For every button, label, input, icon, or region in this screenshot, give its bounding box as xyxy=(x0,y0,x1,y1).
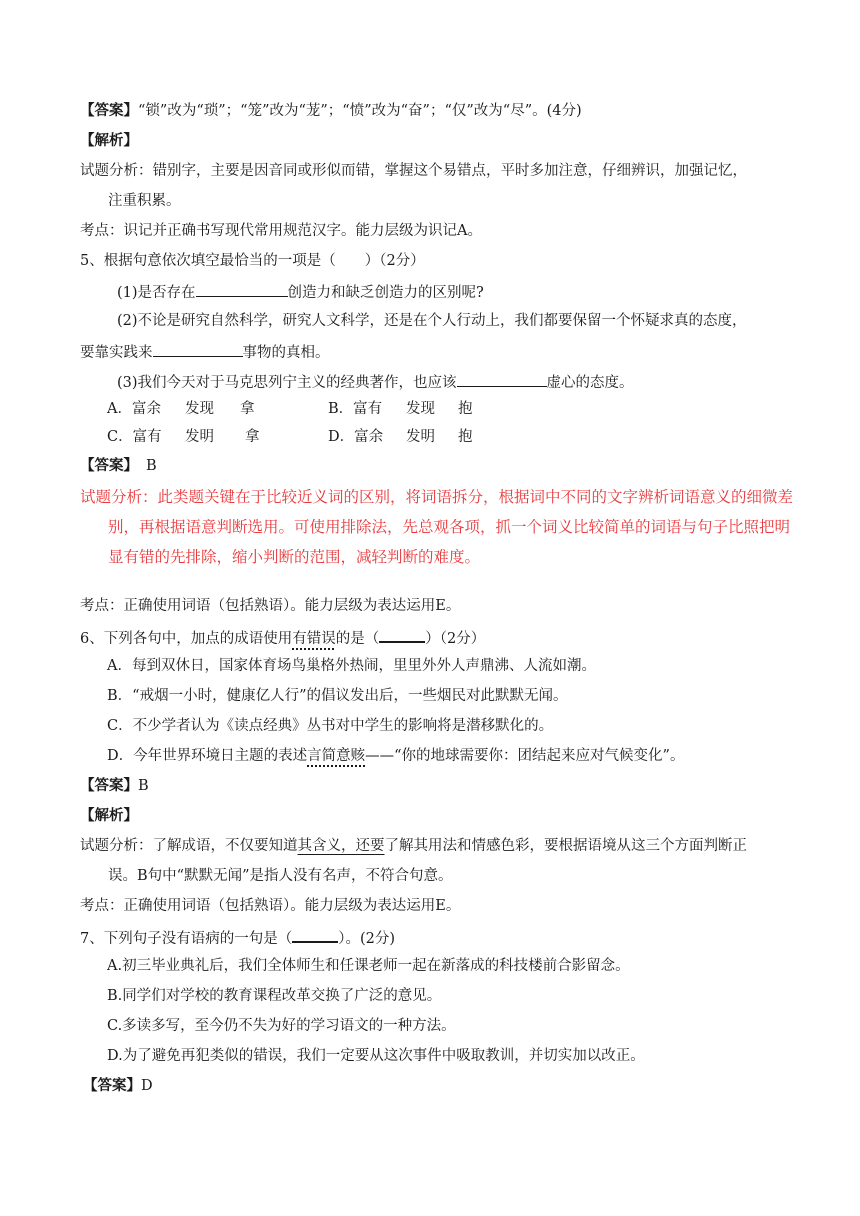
q7-answer-value: D xyxy=(141,1078,153,1094)
q6-option-d: D．今年世界环境日主题的表述言简意赅——“你的地球需要你：团结起来应对气候变化”。 xyxy=(107,748,685,764)
q5-option-a: A．富余 发现 拿 xyxy=(107,401,255,417)
q6-option-c: C．不少学者认为《读点经典》丛书对中学生的影响将是潜移默化的。 xyxy=(107,718,554,734)
q6-stem: 6、下列各句中，加点的成语使用有错误的是（ ）（2分） xyxy=(80,626,485,649)
fill-blank xyxy=(153,341,243,357)
q6-answer-value: B xyxy=(138,778,149,794)
q7-option-d: D.为了避免再犯类似的错误，我们一定要从这次事件中吸取教训，并切实加以改正。 xyxy=(107,1048,645,1064)
q5-sentence-3 xyxy=(117,371,634,393)
q5-red-analysis-2: 别，再根据语意判断选用。可使用排除法，先总观各项，抓一个词义比较简单的词语与句子比照把明 xyxy=(108,518,791,536)
q6-analysis-line-2: 误。B句中“默默无闻”是指人没有名声，不符合句意。 xyxy=(108,868,453,884)
emphasis-dots: 言简意赅 xyxy=(307,748,366,764)
q6-kaodian: 考点：正确使用词语（包括熟语）。能力层级为表达运用E。 xyxy=(80,898,461,914)
q5-s2-c: 事物的真相。 xyxy=(242,345,330,361)
q4-analysis-line-1: 试题分析：错别字，主要是因音同或形似而错，掌握这个易错点，平时多加注意，仔细辨识，加强记忆， xyxy=(80,163,747,179)
fill-blank xyxy=(457,371,547,387)
q7-answer-line xyxy=(83,1076,153,1096)
fill-blank xyxy=(196,281,288,297)
q5-answer-value: B xyxy=(146,458,157,474)
analysis-tag: 【解析】 xyxy=(80,132,138,149)
q4-answer-line xyxy=(80,101,582,121)
q5-option-c: C．富有 发明 拿 xyxy=(107,429,260,445)
q5-s1-a: (1)是否存在 xyxy=(117,285,196,301)
q5-red-analysis-1: 试题分析：此类题关键在于比较近义词的区别，将词语拆分，根据词中不同的文字辨析词语意义的细微差 xyxy=(80,488,794,506)
q6-option-a: A．每到双休日，国家体育场鸟巢格外热闹，里里外外人声鼎沸、人流如潮。 xyxy=(107,658,596,674)
q5-red-analysis-3: 显有错的先排除，缩小判断的范围，减轻判断的难度。 xyxy=(108,548,481,566)
analysis-tag: 【解析】 xyxy=(80,807,138,824)
q6-analysis-line-1: 试题分析：了解成语，不仅要知道其含义，还要了解其用法和情感色彩，要根据语境从这三个方面判断正 xyxy=(80,838,747,854)
q7-stem: 7、下列句子没有语病的一句是（ ）。(2分) xyxy=(80,926,395,949)
emphasis-dots: 有错误 xyxy=(292,631,336,647)
q4-answer-text: “锁”改为“琐”；“笼”改为“茏”；“愤”改为“奋”；“仅”改为“尽”。(4分) xyxy=(138,103,582,119)
q6-option-b: B．“戒烟一小时，健康亿人行”的倡议发出后，一些烟民对此默默无闻。 xyxy=(107,688,568,704)
q5-option-b: B．富有 发现 抱 xyxy=(328,401,473,417)
q5-sentence-2b xyxy=(80,341,330,363)
fill-blank xyxy=(292,926,338,943)
q5-option-d: D．富余 发明 抱 xyxy=(328,429,473,445)
q5-sentence-2a: (2)不论是研究自然科学，研究人文科学，还是在个人行动上，我们都要保留一个怀疑求真的态度， xyxy=(117,313,747,329)
q5-sentence-1 xyxy=(117,281,484,303)
q5-kaodian: 考点：正确使用词语（包括熟语）。能力层级为表达运用E。 xyxy=(80,598,461,614)
q7-option-c: C.多读多写，至今仍不失为好的学习语文的一种方法。 xyxy=(107,1018,456,1034)
q4-analysis-line-2: 注重积累。 xyxy=(108,193,181,209)
answer-tag: 【答案】 xyxy=(83,1077,141,1094)
q5-stem: 5、根据句意依次填空最恰当的一项是（ ）（2分） xyxy=(80,253,425,269)
q5-s1-b: 创造力和缺乏创造力的区别呢? xyxy=(287,285,484,301)
answer-tag: 【答案】 xyxy=(80,457,138,474)
q5-s2-b: 要靠实践来 xyxy=(80,345,153,361)
q5-s3-b: 虚心的态度。 xyxy=(546,375,634,391)
q7-option-b: B.同学们对学校的教育课程改革交换了广泛的意见。 xyxy=(107,988,442,1004)
q5-s3-a: (3)我们今天对于马克思列宁主义的经典著作，也应该 xyxy=(117,375,457,391)
q5-answer-line xyxy=(80,456,157,476)
q4-kaodian: 考点：识记并正确书写现代常用规范汉字。能力层级为识记A。 xyxy=(80,223,482,239)
fill-blank xyxy=(379,626,425,643)
answer-tag: 【答案】 xyxy=(80,102,138,119)
q7-option-a: A.初三毕业典礼后，我们全体师生和任课老师一起在新落成的科技楼前合影留念。 xyxy=(107,958,630,974)
answer-tag: 【答案】 xyxy=(80,777,138,794)
q6-answer-line xyxy=(80,776,149,796)
